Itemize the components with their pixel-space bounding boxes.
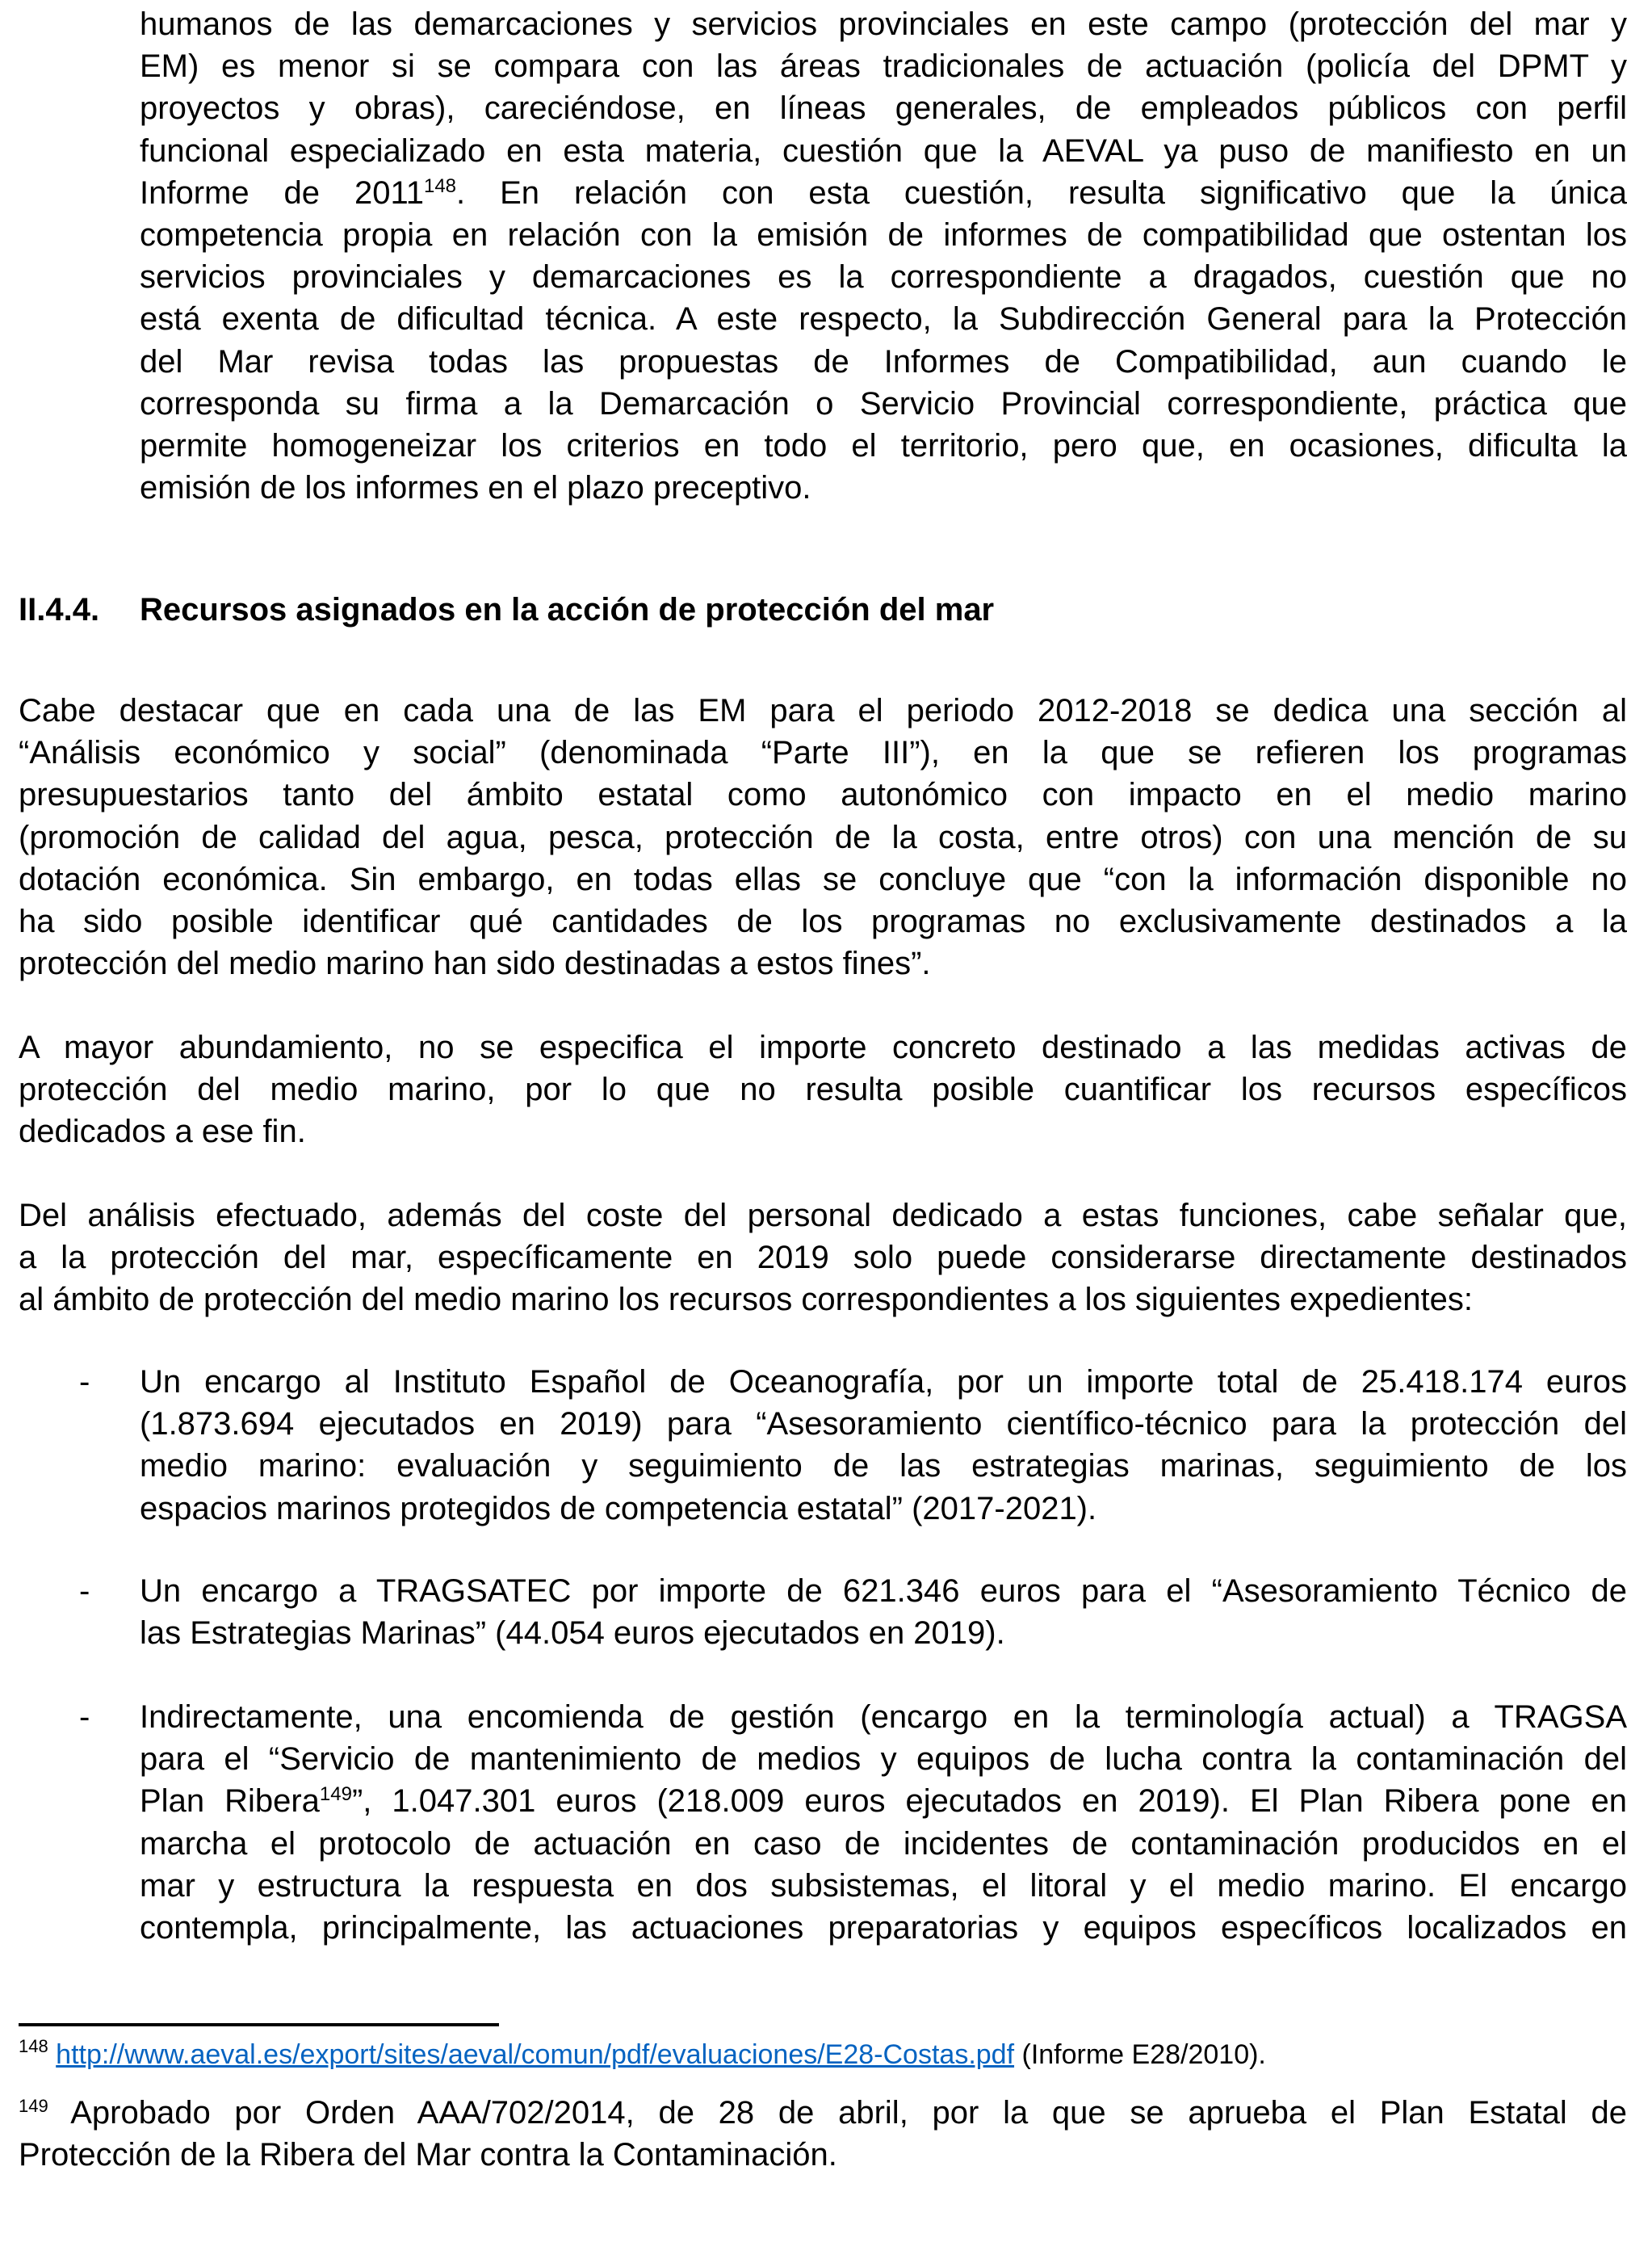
p-analisis: [19, 1194, 1627, 1321]
text-line: [140, 1403, 1627, 1445]
text-line: [140, 256, 1627, 298]
text-segment: Cabe destacar que en cada una de las EM para el periodo 2012-2018 se dedica una sección al: [19, 693, 1627, 728]
text-line: [140, 130, 1627, 172]
footnote-mark: 149: [19, 2096, 48, 2116]
text-line: [19, 774, 1627, 816]
text-line: [140, 3, 1627, 45]
text-line: [140, 1907, 1627, 1949]
text-line: [140, 1696, 1627, 1738]
text-segment: está exenta de dificultad técnica. A este respecto, la Subdirección General para la Protección: [140, 301, 1627, 338]
text-segment: las Estrategias Marinas” (44.054 euros ejecutados en 2019).: [140, 1615, 1005, 1652]
text-segment: marcha el protocolo de actuación en caso de incidentes de contaminación producidos en el: [140, 1825, 1627, 1862]
p-cabe-destacar: [19, 690, 1627, 985]
text-segment: ha sido posible identificar qué cantidades de los programas no exclusivamente destinados a la: [19, 903, 1627, 939]
text-segment: proyectos y obras), careciéndose, en líneas generales, de empleados públicos con perfil: [140, 90, 1627, 127]
text-segment: competencia propia en relación con la emisión de informes de compatibilidad que ostentan los: [140, 216, 1627, 253]
text-segment: servicios provinciales y demarcaciones es la correspondiente a dragados, cuestión que no: [140, 259, 1627, 296]
text-segment: humanos de las demarcaciones y servicios provinciales en este campo (protección del mar y: [140, 6, 1627, 42]
text-segment: al ámbito de protección del medio marino los recursos correspondientes a los siguientes expedientes:: [19, 1282, 1473, 1318]
text-segment: para el “Servicio de mantenimiento de medios y equipos de lucha contra la contaminación del: [140, 1741, 1627, 1778]
text-line: [140, 1361, 1627, 1403]
text-line: [140, 45, 1627, 87]
text-segment: Un encargo al Instituto Español de Oceanografía, por un importe total de 25.418.174 euros: [140, 1364, 1627, 1400]
p-continuation: [140, 3, 1627, 509]
text-line: [19, 1194, 1627, 1236]
bullet-tragsa: [140, 1696, 1627, 1949]
text-line: [19, 1027, 1627, 1069]
text-line: [140, 341, 1627, 383]
text-line: [19, 859, 1627, 901]
text-line: [19, 690, 1627, 732]
footnote-148: [19, 2037, 1627, 2072]
text-segment: del Mar revisa todas las propuestas de Informes de Compatibilidad, aun cuando le: [140, 343, 1627, 380]
text-segment: (promoción de calidad del agua, pesca, protección de la costa, entre otros) con una mención de su: [19, 819, 1627, 855]
text-line: [19, 732, 1627, 774]
text-segment: presupuestarios tanto del ámbito estatal como autonómico con impacto en el medio marino: [19, 777, 1627, 813]
footnote-text: Protección de la Ribera del Mar contra la Contaminación.: [19, 2137, 837, 2173]
footnote-mark: 148: [19, 2036, 48, 2056]
text-segment: emisión de los informes en el plazo preceptivo.: [140, 470, 811, 506]
text-line: [140, 425, 1627, 467]
text-line: [19, 901, 1627, 943]
text-line: [140, 1570, 1627, 1612]
text-line: [140, 298, 1627, 340]
text-segment: corresponda su firma a la Demarcación o Servicio Provincial correspondiente, práctica que: [140, 385, 1627, 422]
text-line: [140, 1865, 1627, 1907]
text-segment: dedicados a ese fin.: [19, 1114, 306, 1150]
text-segment: a la protección del mar, específicamente en 2019 solo puede considerarse directamente destinados: [19, 1240, 1627, 1276]
footnote-reference[interactable]: 149: [319, 1783, 352, 1806]
text-line: [19, 1069, 1627, 1111]
text-line: [140, 1823, 1627, 1865]
text-segment: . En relación con esta cuestión, resulta significativo que la única: [456, 174, 1627, 211]
footnote-link[interactable]: http://www.aeval.es/export/sites/aeval/comun/pdf/evaluaciones/E28-Costas.pdf: [56, 2039, 1015, 2070]
text-line: [140, 172, 1627, 214]
bullet-dash: -: [79, 1364, 90, 1400]
text-segment: A mayor abundamiento, no se especifica el importe concreto destinado a las medidas activas de: [19, 1030, 1627, 1065]
footnote-text: (Informe E28/2010).: [1014, 2039, 1266, 2070]
text-line: [140, 1488, 1627, 1530]
p-mayor-abundamiento: [19, 1027, 1627, 1153]
text-segment: espacios marinos protegidos de competencia estatal” (2017-2021).: [140, 1490, 1097, 1526]
text-segment: dotación económica. Sin embargo, en todas ellas se concluye que “con la información disponible no: [19, 861, 1627, 897]
text-segment: permite homogeneizar los criterios en todo el territorio, pero que, en ocasiones, dificulta la: [140, 427, 1627, 464]
text-segment: medio marino: evaluación y seguimiento de las estrategias marinas, seguimiento de los: [140, 1448, 1627, 1484]
text-line: [140, 1780, 1627, 1822]
bullet-ieo: [140, 1361, 1627, 1530]
text-segment: protección del medio marino, por lo que no resulta posible cuantificar los recursos específicos: [19, 1072, 1627, 1108]
section-heading: [19, 589, 994, 631]
text-segment: Un encargo a TRAGSATEC por importe de 621.346 euros para el “Asesoramiento Técnico de: [140, 1573, 1627, 1609]
section-title: Recursos asignados en la acción de protección del mar: [140, 592, 995, 628]
text-segment: ”, 1.047.301 euros (218.009 euros ejecutados en 2019). El Plan Ribera pone en: [351, 1783, 1627, 1820]
bullet-dash: -: [79, 1699, 90, 1735]
footnote-text: Aprobado por Orden AAA/702/2014, de 28 de abril, por la que se aprueba el Plan Estatal de: [48, 2095, 1627, 2131]
text-line: [19, 1278, 1627, 1320]
text-line: [140, 214, 1627, 256]
text-segment: EM) es menor si se compara con las áreas tradicionales de actuación (policía del DPMT y: [140, 48, 1627, 85]
footnote-149: [19, 2092, 1627, 2176]
text-line: [140, 1738, 1627, 1780]
text-segment: protección del medio marino han sido destinadas a estos fines”.: [19, 946, 931, 982]
text-segment: Informe de 2011: [140, 174, 424, 211]
text-line: [140, 467, 1627, 509]
text-segment: funcional especializado en esta materia, cuestión que la AEVAL ya puso de manifiesto en un: [140, 132, 1627, 169]
text-line: [140, 383, 1627, 425]
text-segment: Indirectamente, una encomienda de gestión (encargo en la terminología actual) a TRAGSA: [140, 1699, 1627, 1735]
text-line: [19, 943, 1627, 985]
text-segment: “Análisis económico y social” (denominada “Parte III”), en la que se refieren los programas: [19, 735, 1627, 771]
text-segment: contempla, principalmente, las actuaciones preparatorias y equipos específicos localizados en: [140, 1909, 1627, 1946]
text-segment: Del análisis efectuado, además del coste del personal dedicado a estas funciones, cabe señalar que,: [19, 1198, 1627, 1233]
text-line: [19, 817, 1627, 859]
bullet-tragsatec: [140, 1570, 1627, 1654]
text-segment: mar y estructura la respuesta en dos subsistemas, el litoral y el medio marino. El encargo: [140, 1867, 1627, 1904]
text-line: [140, 1612, 1627, 1654]
footnote-separator: [19, 2023, 499, 2026]
text-segment: (1.873.694 ejecutados en 2019) para “Asesoramiento científico-técnico para la protección del: [140, 1406, 1627, 1442]
section-number: II.4.4.: [19, 592, 100, 628]
bullet-dash: -: [79, 1573, 90, 1609]
footnote-reference[interactable]: 148: [423, 174, 457, 197]
text-line: [19, 1236, 1627, 1278]
text-line: [140, 87, 1627, 129]
text-line: [140, 1445, 1627, 1487]
text-segment: Plan Ribera: [140, 1783, 320, 1820]
text-line: [19, 1111, 1627, 1152]
